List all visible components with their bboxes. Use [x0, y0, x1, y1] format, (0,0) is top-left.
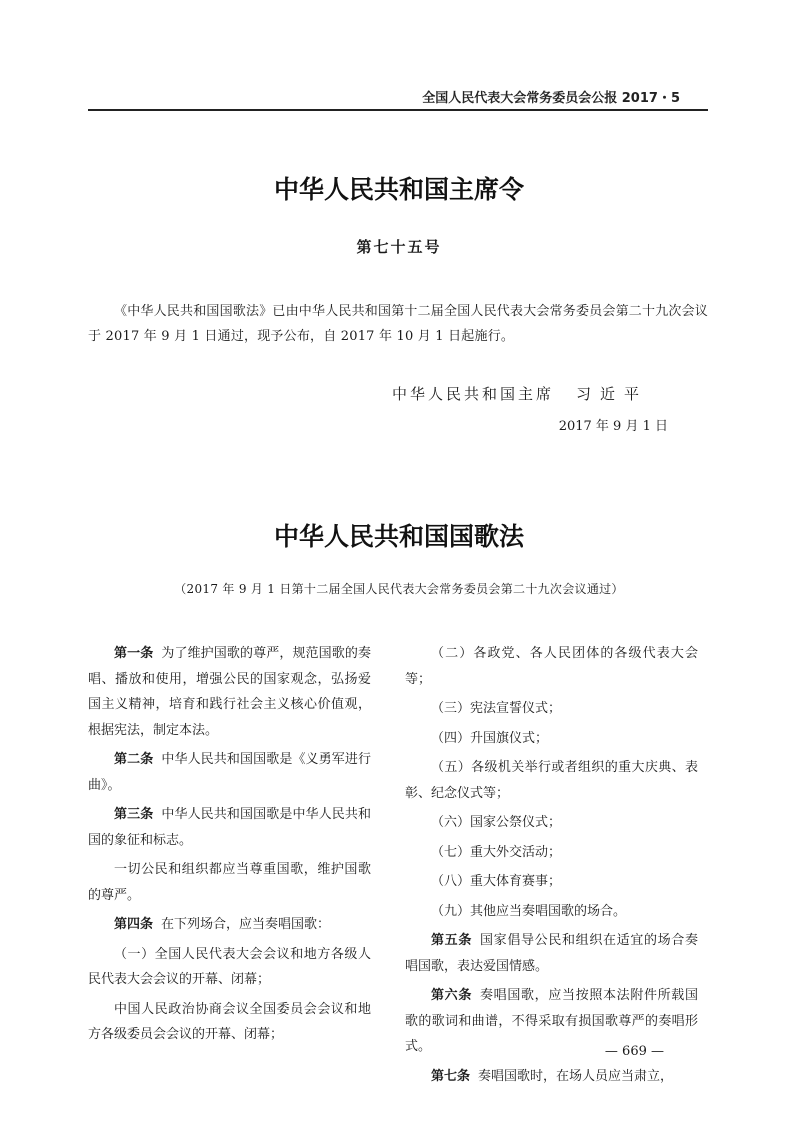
law-paragraph: [405, 641, 698, 692]
law-paragraph: [405, 840, 698, 866]
law-paragraph: [405, 755, 698, 806]
law-paragraph: [88, 857, 371, 908]
article-text: （二）各政党、各人民团体的各级代表大会等；: [405, 646, 698, 687]
article-text: （三）宪法宣誓仪式；: [431, 701, 562, 716]
signer-name: 习近平: [575, 385, 648, 403]
law-paragraph: [405, 869, 698, 895]
law-paragraph: [405, 899, 698, 925]
article-label: 第七条: [431, 1068, 471, 1084]
signer-title: 中华人民共和国主席: [391, 385, 554, 403]
law-paragraph: [405, 726, 698, 752]
article-text: 国家倡导公民和组织在适宜的场合奏唱国歌，表达爱国情感。: [405, 933, 698, 974]
law-paragraph: [88, 802, 371, 853]
left-column: [88, 641, 371, 1052]
article-text: 奏唱国歌，应当按照本法附件所载国歌的歌词和曲谱，不得采取有损国歌尊严的奏唱形式。: [405, 988, 698, 1054]
signature-line: [392, 383, 648, 404]
law-paragraph: [88, 997, 371, 1048]
law-subtitle: （2017 年 9 月 1 日第十二届全国人民代表大会常务委员会第二十九次会议通过）: [174, 582, 624, 596]
law-paragraph: [405, 928, 698, 979]
article-text: 一切公民和组织都应当尊重国歌，维护国歌的尊严。: [88, 862, 371, 903]
decree-number: 第七十五号: [356, 238, 442, 256]
law-paragraph: [88, 912, 371, 938]
decree-title: 中华人民共和国主席令: [273, 175, 524, 204]
article-text: 奏唱国歌时，在场人员应当肃立，: [478, 1068, 674, 1084]
law-title: 中华人民共和国国歌法: [273, 522, 524, 551]
article-label: 第三条: [114, 807, 154, 822]
right-column: [405, 641, 698, 1093]
article-text: （九）其他应当奏唱国歌的场合。: [431, 903, 627, 919]
law-paragraph: [405, 1064, 698, 1090]
article-text: （四）升国旗仪式；: [431, 730, 549, 746]
article-label: 第二条: [114, 752, 154, 767]
header-rule: [88, 109, 708, 111]
article-text: 为了维护国歌的尊严，规范国歌的奏唱、播放和使用，增强公民的国家观念，弘扬爱国主义精神，培育和践行社会主义核心价值观，根据宪法，制定本法。: [88, 646, 371, 738]
article-label: 第四条: [114, 917, 154, 932]
article-text: 中华人民共和国国歌是中华人民共和国的象征和标志。: [88, 807, 371, 848]
article-text: （七）重大外交活动；: [431, 844, 562, 860]
article-text: 在下列场合，应当奏唱国歌：: [161, 917, 331, 932]
decree-date: 2017 年 9 月 1 日: [558, 419, 668, 434]
article-label: 第五条: [431, 933, 472, 948]
decree-body: 《中华人民共和国国歌法》已由中华人民共和国第十二届全国人民代表大会常务委员会第二十九次会议于 2017 年 9 月 1 日通过，现予公布，自 2017 年 10 月 1 日起施行。: [88, 304, 709, 344]
journal-header: 全国人民代表大会常务委员会公报 2017・5: [422, 91, 680, 106]
article-text: （八）重大体育赛事；: [431, 874, 562, 889]
law-paragraph: [405, 696, 698, 722]
page-number: — 669 —: [604, 1044, 664, 1059]
law-paragraph: [88, 942, 371, 993]
law-paragraph: [405, 810, 698, 836]
article-text: 中华人民共和国国歌是《义勇军进行曲》。: [88, 752, 371, 793]
law-paragraph: [88, 747, 371, 798]
article-text: （五）各级机关举行或者组织的重大庆典、表彰、纪念仪式等；: [405, 760, 698, 801]
article-text: （一）全国人民代表大会会议和地方各级人民代表大会会议的开幕、闭幕；: [88, 946, 371, 987]
article-text: 中国人民政治协商会议全国委员会会议和地方各级委员会会议的开幕、闭幕；: [88, 1001, 371, 1042]
article-label: 第六条: [431, 988, 472, 1003]
article-text: （六）国家公祭仪式；: [431, 815, 562, 830]
article-label: 第一条: [114, 646, 154, 661]
law-paragraph: [88, 641, 371, 743]
